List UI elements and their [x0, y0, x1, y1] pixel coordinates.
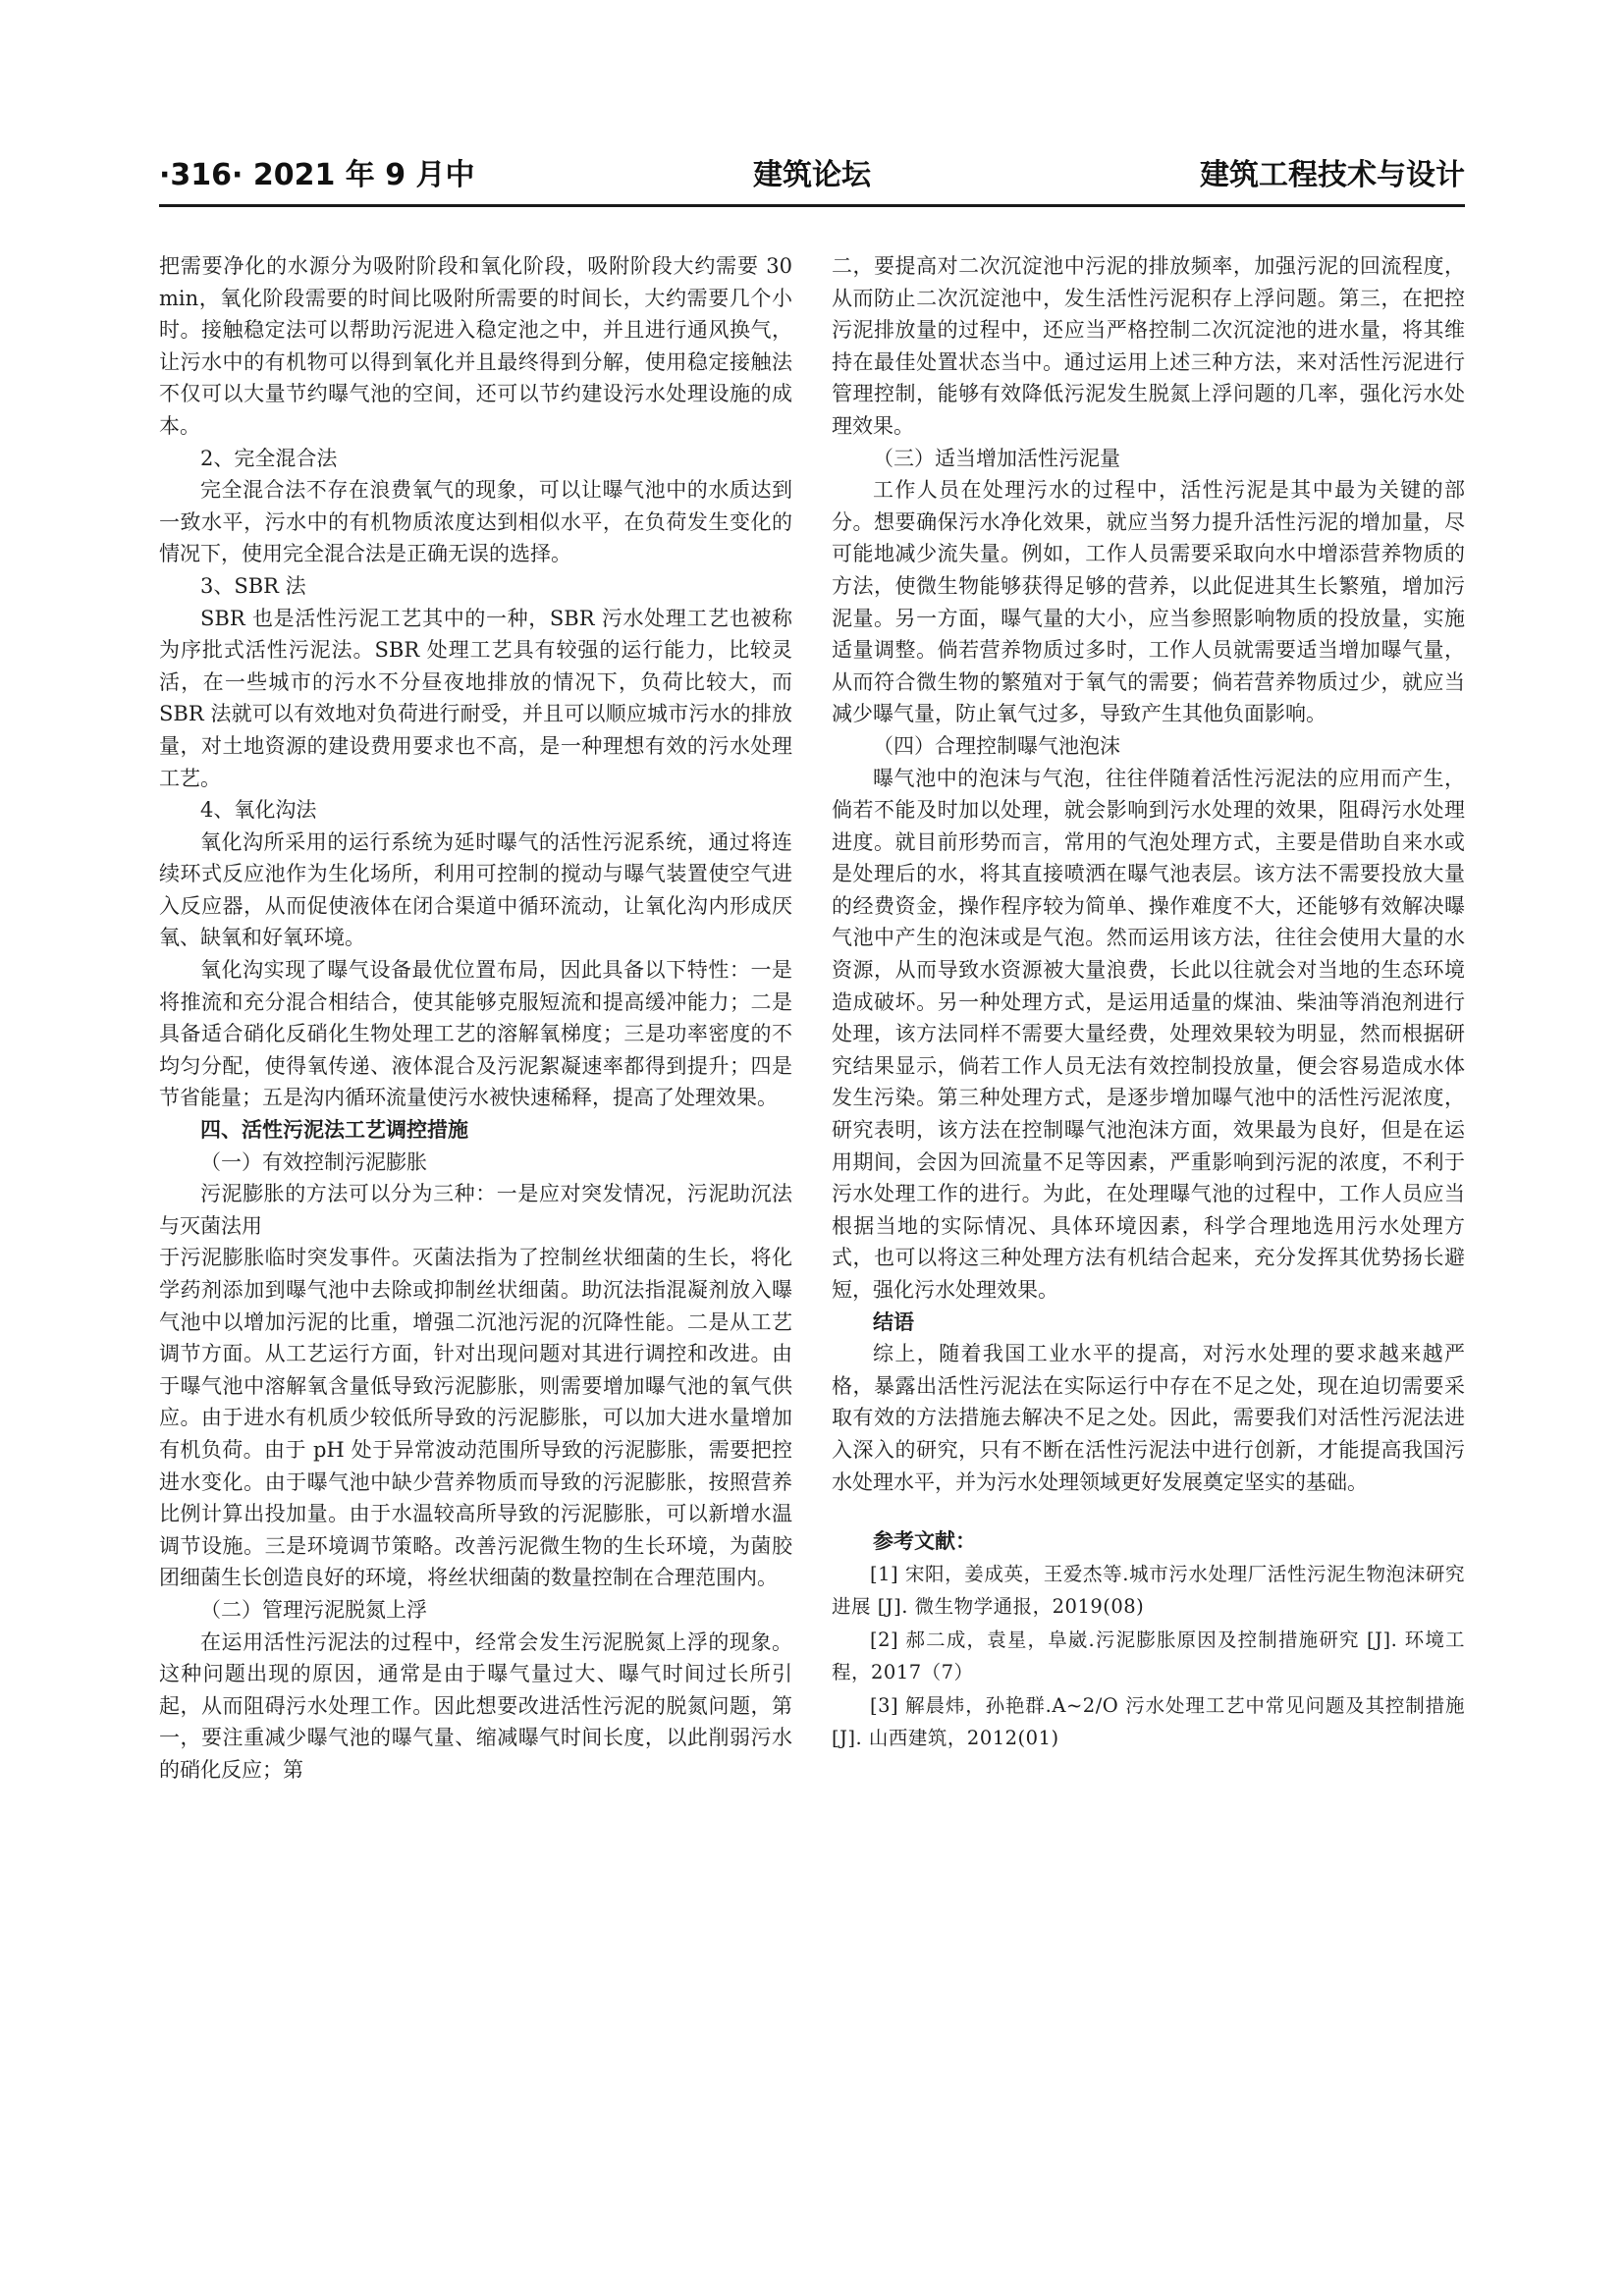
journal-name: 建筑论坛 — [753, 158, 871, 192]
header-rule — [159, 204, 1465, 207]
subsection-heading: 3、SBR 法 — [200, 573, 306, 598]
subsection-heading: （一）有效控制污泥膨胀 — [200, 1149, 427, 1174]
page-number-and-date: ·316· 2021 年 9 月中 — [159, 158, 475, 192]
paragraph: SBR 也是活性污泥工艺其中的一种，SBR 污水处理工艺也被称为序批式活性污泥法。SBR 处理工艺具有较强的运行能力，比较灵活，在一些城市的污水不分昼夜地排放的情况下，负荷比较大，而 SBR 法就可以有效地对负荷进行耐受，并且可以顺应城市污水的排放量，对土地资源的建设费用要求也不高，是一种理想有效的污水处理工艺。 — [159, 606, 792, 790]
paragraph: 完全混合法不存在浪费氧气的现象，可以让曝气池中的水质达到一致水平，污水中的有机物质浓度达到相似水平，在负荷发生变化的情况下，使用完全混合法是正确无误的选择。 — [159, 478, 792, 566]
paragraph: 曝气池中的泡沫与气泡，往往伴随着活性污泥法的应用而产生，倘若不能及时加以处理，就会影响到污水处理的效果，阻碍污水处理进度。就目前形势而言，常用的气泡处理方式，主要是借助自来水或是处理后的水，将其直接喷洒在曝气池表层。该方法不需要投放大量的经费资金，操作程序较为简单、操作难度不大，还能够有效解决曝气池中产生的泡沫或是气泡。然而运用该方法，往往会使用大量的水资源，从而导致水资源被大量浪费，长此以往就会对当地的生态环境造成破坏。另一种处理方式，是运用适量的煤油、柴油等消泡剂进行处理，该方法同样不需要大量经费，处理效果较为明显，然而根据研究结果显示，倘若工作人员无法有效控制投放量，便会容易造成水体发生污染。第三种处理方式，是逐步增加曝气池中的活性污泥浓度，研究表明，该方法在控制曝气池泡沫方面，效果最为良好，但是在运用期间，会因为回流量不足等因素，严重影响到污泥的浓度，不利于污水处理工作的进行。为此，在处理曝气池的过程中，工作人员应当根据当地的实际情况、具体环境因素，科学合理地选用污水处理方式，也可以将这三种处理方法有机结合起来，充分发挥其优势扬长避短，强化污水处理效果。 — [832, 766, 1465, 1302]
paragraph: 把需要净化的水源分为吸附阶段和氧化阶段，吸附阶段大约需要 30 min，氧化阶段需要的时间比吸附所需要的时间长，大约需要几个小时。接触稳定法可以帮助污泥进入稳定池之中，并且进行通风换气，让污水中的有机物可以得到氧化并且最终得到分解，使用稳定接触法不仅可以大量节约曝气池的空间，还可以节约建设污水处理设施的成本。 — [159, 254, 792, 438]
right-column — [832, 250, 1465, 1755]
left-column — [159, 250, 792, 1787]
paragraph: 氧化沟所采用的运行系统为延时曝气的活性污泥系统，通过将连续环式反应池作为生化场所，利用可控制的搅动与曝气装置使空气进入反应器，从而促使液体在闭合渠道中循环流动，让氧化沟内形成厌氧、缺氧和好氧环境。 — [159, 829, 792, 950]
references-heading: 参考文献： — [873, 1529, 976, 1554]
subsection-heading: 4、氧化沟法 — [200, 798, 317, 823]
paragraph: 于污泥膨胀临时突发事件。灭菌法指为了控制丝状细菌的生长，将化学药剂添加到曝气池中去除或抑制丝状细菌。助沉法指混凝剂放入曝气池中以增加污泥的比重，增强二沉池污泥的沉降性能。二是从工艺调节方面。从工艺运行方面，针对出现问题对其进行调控和改进。由于曝气池中溶解氧含量低导致污泥膨胀，则需要增加曝气池的氧气供应。由于进水有机质少较低所导致的污泥膨胀，可以加大进水量增加有机负荷。由于 pH 处于异常波动范围所导致的污泥膨胀，需要把控进水变化。由于曝气池中缺少营养物质而导致的污泥膨胀，按照营养比例计算出投加量。由于水温较高所导致的污泥膨胀，可以新增水温调节设施。三是环境调节策略。改善污泥微生物的生长环境，为菌胶团细菌生长创造良好的环境，将丝状细菌的数量控制在合理范围内。 — [159, 1246, 792, 1590]
subsection-heading: （二）管理污泥脱氮上浮 — [200, 1597, 427, 1622]
section-heading: 四、活性污泥法工艺调控措施 — [200, 1118, 468, 1143]
paragraph: 在运用活性污泥法的过程中，经常会发生污泥脱氮上浮的现象。这种问题出现的原因，通常是由于曝气量过大、曝气时间过长所引起，从而阻碍污水处理工作。因此想要改进活性污泥的脱氮问题，第一，要注重减少曝气池的曝气量、缩减曝气时间长度，以此削弱污水的硝化反应；第 — [159, 1629, 792, 1782]
conclusion-heading: 结语 — [873, 1309, 914, 1334]
paragraph: 污泥膨胀的方法可以分为三种：一是应对突发情况，污泥助沉法与灭菌法用 — [159, 1182, 792, 1238]
paragraph: 二，要提高对二次沉淀池中污泥的排放频率，加强污泥的回流程度，从而防止二次沉淀池中，发生活性污泥积存上浮问题。第三，在把控污泥排放量的过程中，还应当严格控制二次沉淀池的进水量，将其维持在最佳处置状态当中。通过运用上述三种方法，来对活性污泥进行管理控制，能够有效降低污泥发生脱氮上浮问题的几率，强化污水处理效果。 — [832, 254, 1465, 438]
reference-item: [1] 宋阳，姜成英，王爱杰等.城市污水处理厂活性污泥生物泡沫研究进展 [J]. 微生物学通报，2019(08) — [832, 1562, 1465, 1619]
paragraph: 氧化沟实现了曝气设备最优位置布局，因此具备以下特性：一是将推流和充分混合相结合，使其能够克服短流和提高缓冲能力；二是具备适合硝化反硝化生物处理工艺的溶解氧梯度；三是功率密度的不均匀分配，使得氧传递、液体混合及污泥絮凝速率都得到提升；四是节省能量；五是沟内循环流量使污水被快速稀释，提高了处理效果。 — [159, 958, 792, 1110]
reference-item: [3] 解晨炜，孙艳群.A~2/O 污水处理工艺中常见问题及其控制措施 [J]. 山西建筑，2012(01) — [832, 1693, 1465, 1750]
subsection-heading: （三）适当增加活性污泥量 — [873, 446, 1120, 470]
subsection-heading: 2、完全混合法 — [200, 446, 338, 470]
subsection-heading: （四）合理控制曝气池泡沫 — [873, 733, 1120, 758]
column-name: 建筑工程技术与设计 — [1200, 158, 1465, 192]
paragraph: 工作人员在处理污水的过程中，活性污泥是其中最为关键的部分。想要确保污水净化效果，就应当努力提升活性污泥的增加量，尽可能地减少流失量。例如，工作人员需要采取向水中增添营养物质的方法，使微生物能够获得足够的营养，以此促进其生长繁殖，增加污泥量。另一方面，曝气量的大小，应当参照影响物质的投放量，实施适量调整。倘若营养物质过多时，工作人员就需要适当增加曝气量，从而符合微生物的繁殖对于氧气的需要；倘若营养物质过少，就应当减少曝气量，防止氧气过多，导致产生其他负面影响。 — [832, 478, 1465, 726]
reference-item: [2] 郝二成，袁星，阜崴.污泥膨胀原因及控制措施研究 [J]. 环境工程，2017（7） — [832, 1628, 1465, 1684]
paragraph: 综上，随着我国工业水平的提高，对污水处理的要求越来越严格，暴露出活性污泥法在实际运行中存在不足之处，现在迫切需要采取有效的方法措施去解决不足之处。因此，需要我们对活性污泥法进入深入的研究，只有不断在活性污泥法中进行创新，才能提高我国污水处理水平，并为污水处理领域更好发展奠定坚实的基础。 — [832, 1342, 1465, 1494]
page-header — [159, 155, 1465, 204]
